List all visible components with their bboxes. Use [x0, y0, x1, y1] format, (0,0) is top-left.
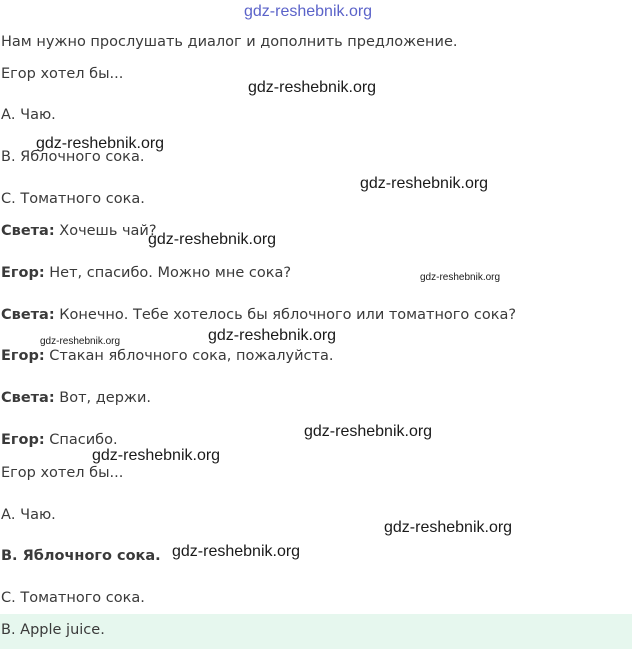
watermark: gdz-reshebnik.org [148, 231, 277, 248]
watermark: gdz-reshebnik.org [92, 447, 221, 464]
watermark: gdz-reshebnik.org [248, 79, 377, 96]
answer-option-b-correct: В. Яблочного сока. [1, 548, 161, 564]
watermark: gdz-reshebnik.org [304, 423, 433, 440]
speaker-name: Егор [1, 265, 39, 281]
watermark: gdz-reshebnik.org [36, 135, 165, 152]
dialog-line: Егор: Стакан яблочного сока, пожалуйста. [1, 348, 334, 364]
dialog-line: Света: Конечно. Тебе хотелось бы яблочного или томатного сока? [1, 307, 517, 323]
watermark: gdz-reshebnik.org [360, 175, 489, 192]
dialog-line: Егор: Нет, спасибо. Можно мне сока? [1, 265, 292, 281]
option-b: В. Яблочного сока. [1, 149, 145, 165]
dialog-text: Конечно. Тебе хотелось бы яблочного или томатного сока? [54, 307, 517, 323]
watermark: gdz-reshebnik.org [172, 543, 301, 560]
answer-option-c: С. Томатного сока. [1, 590, 145, 606]
watermark: gdz-reshebnik.org [244, 3, 373, 20]
speaker-name: Света [1, 223, 49, 239]
dialog-text: Нет, спасибо. Можно мне сока? [44, 265, 292, 281]
dialog-text: Спасибо. [44, 432, 118, 448]
dialog-line: Света: Хочешь чай? [1, 223, 157, 239]
dialog-text: Хочешь чай? [54, 223, 157, 239]
dialog-text: Стакан яблочного сока, пожалуйста. [44, 348, 334, 364]
option-a: А. Чаю. [1, 107, 56, 123]
dialog-text: Вот, держи. [54, 390, 151, 406]
answer-stem: Егор хотел бы... [1, 465, 124, 481]
option-c: С. Томатного сока. [1, 191, 145, 207]
dialog-line: Света: Вот, держи. [1, 390, 151, 406]
final-answer-bar [0, 614, 632, 649]
watermark: gdz-reshebnik.org [420, 272, 501, 283]
speaker-name: Егор [1, 348, 39, 364]
instruction-text: Нам нужно прослушать диалог и дополнить предложение. [1, 34, 458, 50]
speaker-name: Егор [1, 432, 39, 448]
speaker-name: Света [1, 390, 49, 406]
question-stem: Егор хотел бы... [1, 66, 124, 82]
watermark: gdz-reshebnik.org [384, 519, 513, 536]
dialog-line: Егор: Спасибо. [1, 432, 118, 448]
final-answer-text: B. Apple juice. [1, 622, 105, 638]
watermark: gdz-reshebnik.org [40, 336, 121, 347]
speaker-name: Света [1, 307, 49, 323]
watermark: gdz-reshebnik.org [208, 327, 337, 344]
answer-option-a: А. Чаю. [1, 507, 56, 523]
